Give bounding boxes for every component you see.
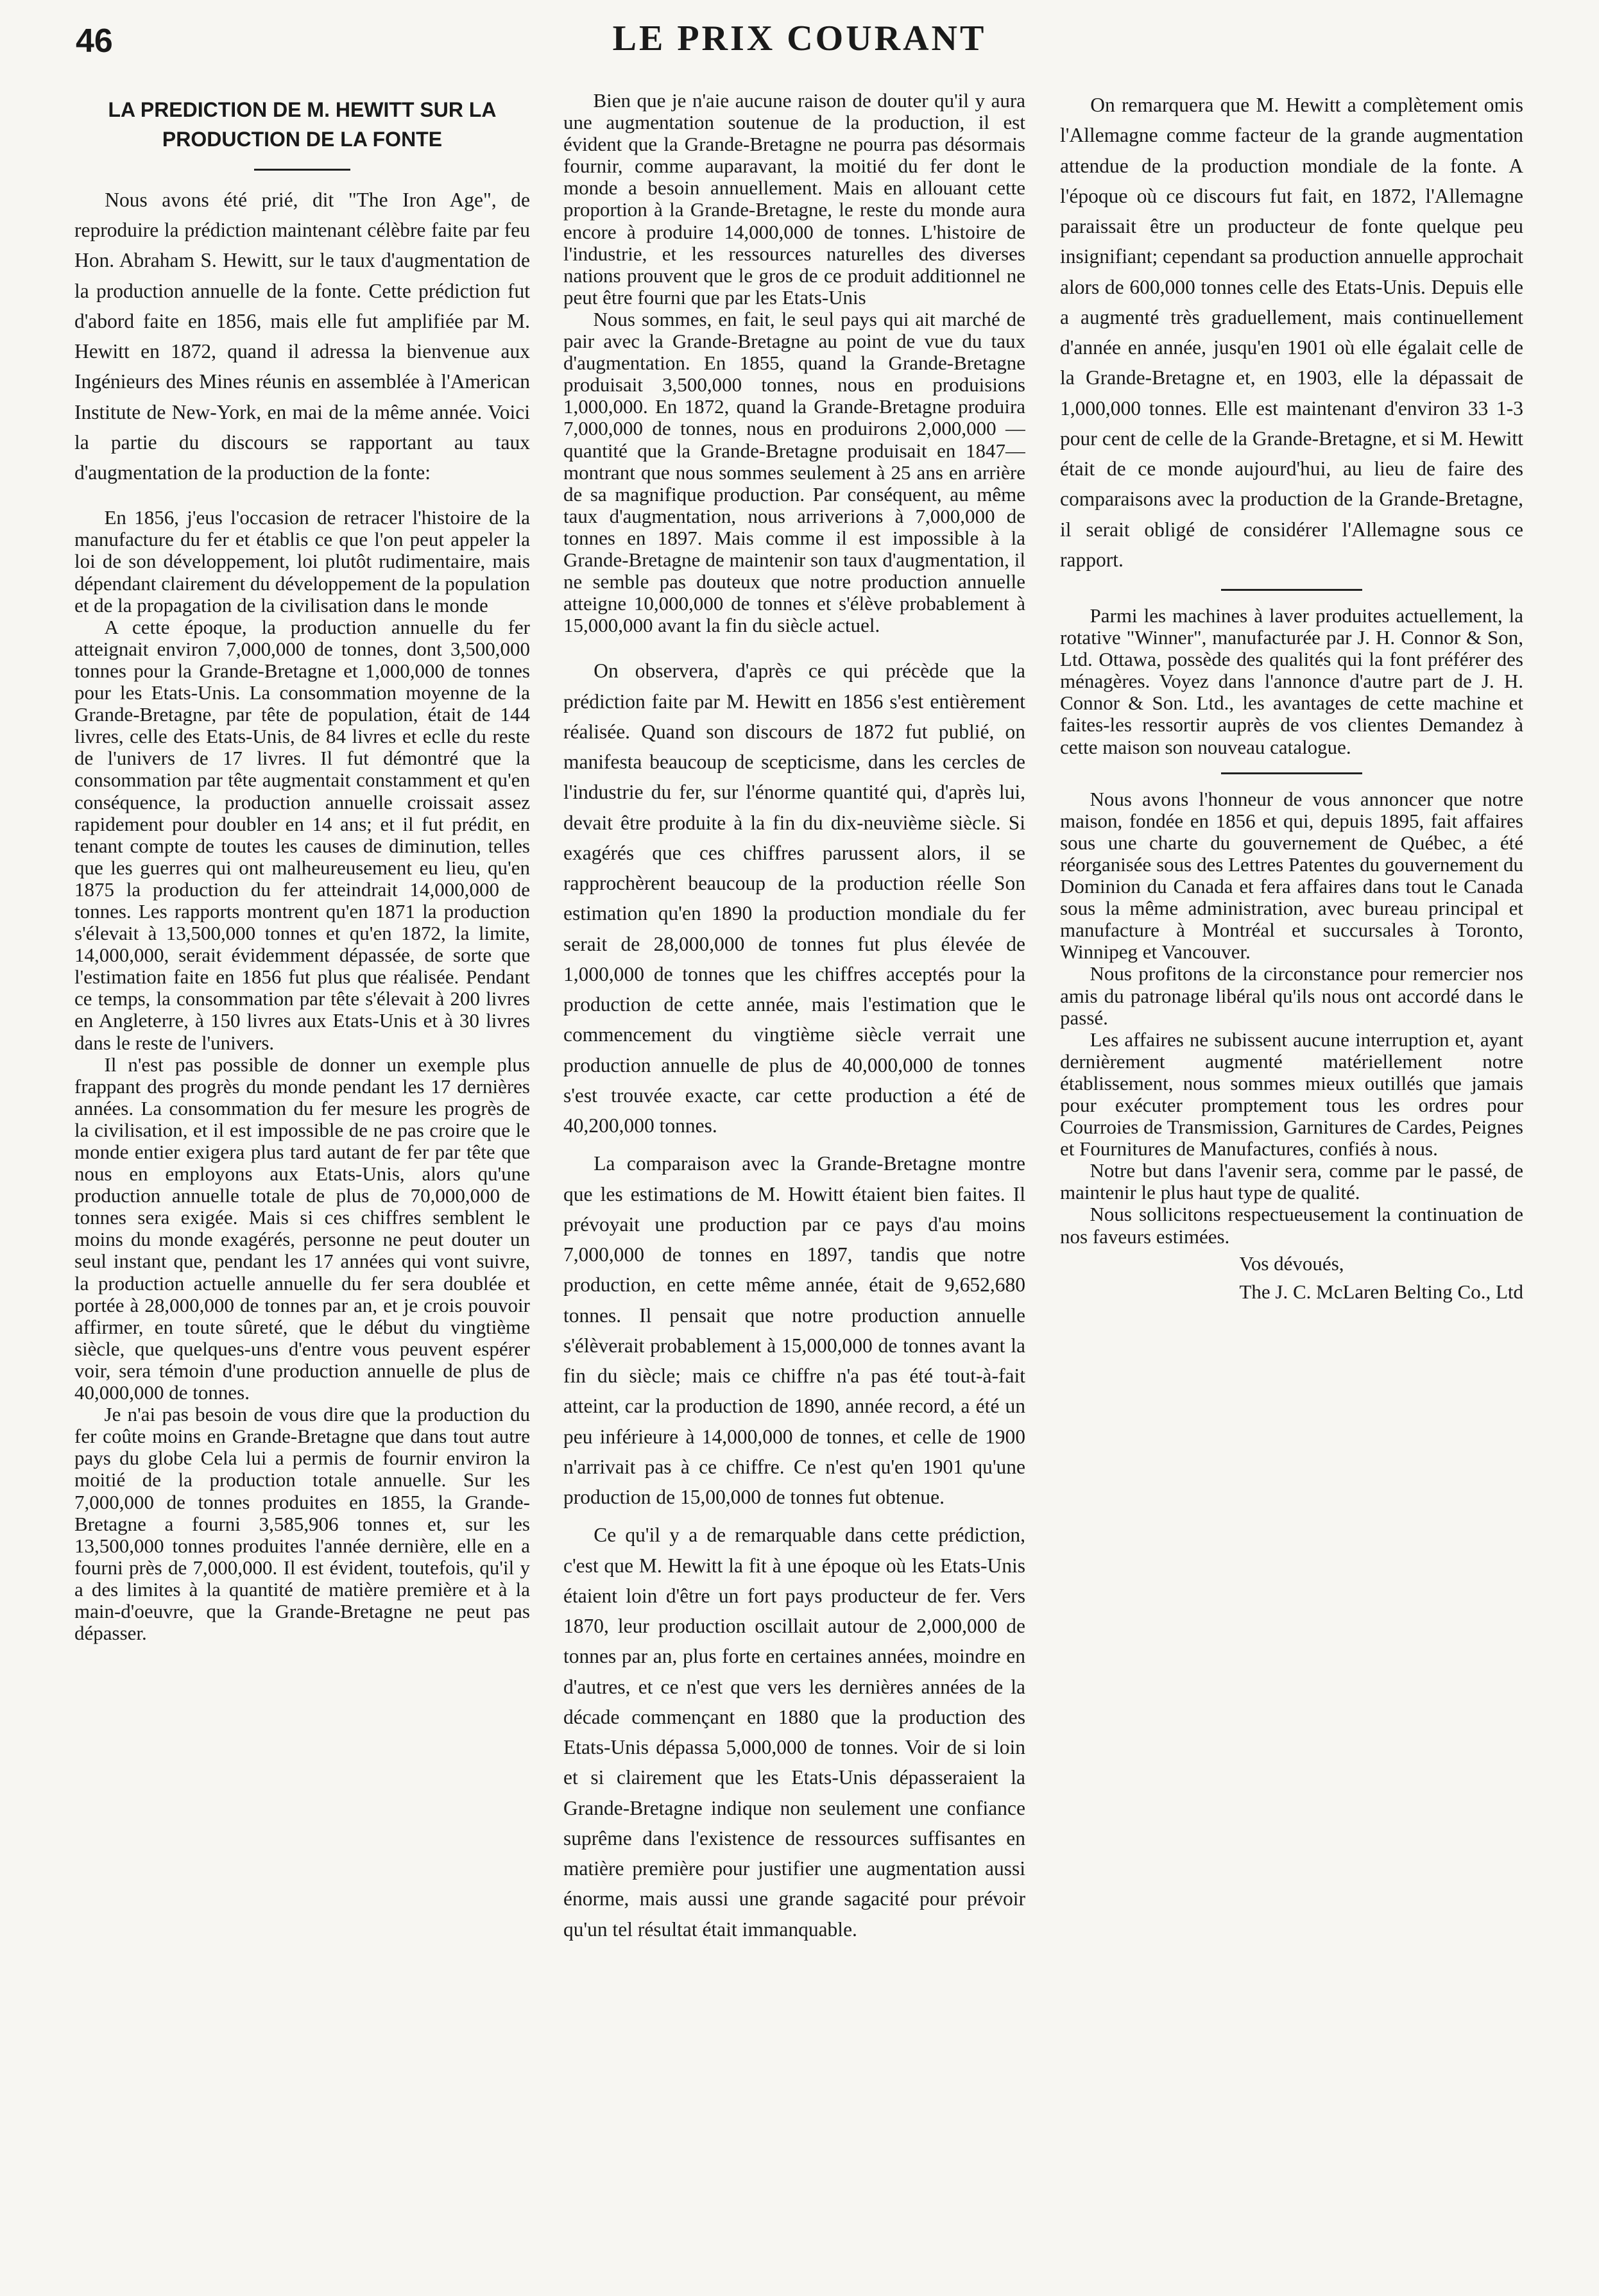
- page-header: [0, 18, 1599, 69]
- company-signature: The J. C. McLaren Belting Co., Ltd: [1239, 1280, 1523, 1303]
- speech-paragraph: En 1856, j'eus l'occasion de retracer l'histoire de la manufacture du fer et établis ce que l'on peut appeler la loi de son développement, loi plutôt rudimentaire, mais dépendant clairement du développement de la population et de la propagation de la civilisation dans le monde: [74, 506, 530, 617]
- spacer: [563, 636, 1025, 656]
- page-number: 46: [76, 22, 113, 60]
- mclaren-paragraph: Nous avons l'honneur de vous annoncer que notre maison, fondée en 1856 et qui, depuis 1895, fait affaires sous une charte du gouvernement de Québec, a été réorganisée sous des Lettres Patentes du gouvernement du Dominion du Canada et fera affaires dans tout le Canada sous la même administration, avec bureau principal et manufacture à Montréal et succursales à Toronto, Winnipeg et Vancouver.: [1060, 787, 1523, 964]
- mclaren-paragraph: Nous sollicitons respectueusement la continuation de nos faveurs estimées.: [1060, 1203, 1523, 1248]
- speech-paragraph: Je n'ai pas besoin de vous dire que la production du fer coûte moins en Grande-Bretagne que dans tout autre pays du globe Cela lui a permis de fournir environ la moitié de la production totale annuelle. Sur les 7,000,000 de tonnes produites en 1855, la Grande-Bretagne a fourni 3,585,906 tonnes et, sur les 13,500,000 tonnes produites l'année dernière, elle en a fourni près de 7,000,000. Il est évident, toutefois, qu'il y a des limites à la quantité de matière première et à la main-d'oeuvre, que la Grande-Bretagne ne peut pas dépasser.: [74, 1403, 530, 1645]
- closing-salutation: Vos dévoués,: [1239, 1252, 1344, 1275]
- article-intro: Nous avons été prié, dit "The Iron Age", de reproduire la prédiction maintenant célèbre faite par feu Hon. Abraham S. Hewitt, sur le taux d'augmentation de la production annuelle de la fonte. Cette prédiction fut d'abord faite en 1856, mais elle fut amplifiée par M. Hewitt en 1872, quand il adressa la bienvenue aux Ingénieurs des Mines réunis en assemblée à l'American Institute de New-York, en mai de la même année. Voici la partie du discours se rapportant au taux d'augmentation de la production de la fonte:: [74, 188, 530, 484]
- journal-title: LE PRIX COURANT: [612, 19, 987, 58]
- article-title: LA PREDICTION DE M. HEWITT SUR LA PRODUCTION DE LA FONTE: [108, 98, 497, 151]
- commentary-paragraph: La comparaison avec la Grande-Bretagne montre que les estimations de M. Howitt étaient bien faites. Il prévoyait une production par ce pays d'au moins 7,000,000 de tonnes en 1897, tandis que notre production, en cette même année, était de 9,652,680 tonnes. Il pensait que notre production annuelle s'élèverait probablement à 15,000,000 de tonnes avant la fin du siècle; mais ce chiffre n'a pas été tout-à-fait atteint, car la production de 1890, année record, a été un peu inférieure à 14,000,000 de tonnes, et celle de 1900 n'arrivait pas à ce chiffre. Ce n'est qu'en 1901 qu'une production de 15,00,000 de tonnes fut obtenue.: [563, 1152, 1025, 1509]
- speech-paragraph: Nous sommes, en fait, le seul pays qui ait marché de pair avec la Grande-Bretagne au point de vue du taux d'augmentation. En 1855, quand la Grande-Bretagne produisait 3,500,000 tonnes, nous en produisions 1,000,000. En 1872, quand la Grande-Bretagne produira 7,000,000 de tonnes, nous en produirons 2,000,000 — quantité que la Grande-Bretagne produisait en 1847—montrant que nous sommes seulement à 25 ans en arrière de sa magnifique production. Par conséquent, au même taux d'augmentation, nous arriverions à 7,000,000 de tonnes en 1897. Mais comme il est impossible à la Grande-Bretagne de maintenir son taux d'augmentation, il ne semble pas douteux que notre production annuelle atteigne 10,000,000 de tonnes et s'élève probablement à 15,000,000 avant la fin du siècle actuel.: [563, 307, 1025, 637]
- section-rule: [1221, 772, 1362, 774]
- column-2: [563, 90, 1025, 2271]
- commentary-paragraph: Ce qu'il y a de remarquable dans cette prédiction, c'est que M. Hewitt la fit à une époque où les Etats-Unis étaient loin d'être un fort pays producteur de fer. Vers 1870, leur production oscillait autour de 2,000,000 de tonnes par an, plus forte en certaines années, moindre en d'autres, et ce n'est que vers les dernières années de la décade commençant en 1880 que la production des Etats-Unis dépassa 5,000,000 de tonnes. Voir de si loin et si clairement que les Etats-Unis dépasseraient la Grande-Bretagne indique non seulement une confiance suprême dans l'existence de ressources suffisantes en matière première pour justifier une augmentation aussi énorme, mais aussi une grande sagacité pour prévoir qu'un tel résultat était immanquable.: [563, 1524, 1025, 1941]
- title-rule: [254, 169, 350, 171]
- section-rule: [1221, 589, 1362, 591]
- mclaren-paragraph: Les affaires ne subissent aucune interruption et, ayant dernièrement augmenté matériellement notre établissement, nous sommes mieux outillés que jamais pour exécuter promptement tous les ordres pour Courroies de Transmission, Garnitures de Cardes, Peignes et Fournitures de Manufactures, confiés à nous.: [1060, 1028, 1523, 1161]
- spacer: [563, 1512, 1025, 1520]
- spacer: [74, 488, 530, 507]
- winner-notice: Parmi les machines à laver produites actuellement, la rotative "Winner", manufacturée par J. H. Connor & Son, Ltd. Ottawa, possède des qualités qui la font préférer des ménagères. Voyez dans l'annonce d'autre part de J. H. Connor & Son. Ltd., les avantages de cette machine et faites-les ressortir auprès de vos clientes Demandez à cette maison son nouveau catalogue.: [1060, 604, 1523, 758]
- column-1: [74, 90, 530, 2271]
- speech-paragraph: Bien que je n'aie aucune raison de douter qu'il y aura une augmentation soutenue de la production, il est évident que la Grande-Bretagne ne pourra pas désormais fournir, comme auparavant, la moitié du fer dont le monde a besoin annuellement. Mais en allouant cette proportion à la Grande-Bretagne, le reste du monde aura encore à produire 14,000,000 de tonnes. L'histoire de l'industrie, et les ressources naturelles des diverses nations prouvent que le gros de ce produit additionnel ne peut être fourni que par les Etats-Unis: [563, 90, 1025, 309]
- mclaren-paragraph: Nous profitons de la circonstance pour remercier nos amis du patronage libéral qu'ils nous ont accordé dans le passé.: [1060, 962, 1523, 1029]
- speech-paragraph: Il n'est pas possible de donner un exemple plus frappant des progrès du monde pendant les 17 dernières années. La consommation du fer mesure les progrès de la civilisation, et il est impossible de ne pas croire que le monde entier exigera plus tard autant de fer par tête que nous en employons aux Etats-Unis, alors qu'une production annuelle totale de plus de 70,000,000 de tonnes sera exigée. Mais si ces chiffres semblent le moins du monde exagérés, personne ne peut douter un seul instant que, pendant les 17 années qui vont suivre, la production actuelle annuelle du fer sera doublée et portée à 28,000,000 de tonnes par an, et je crois pouvoir affirmer, en toute sûreté, que le début du vingtième siècle, que quelques-uns d'entre vous peuvent espérer voir, sera témoin d'une production annuelle de plus de 40,000,000 de tonnes.: [74, 1053, 530, 1404]
- speech-paragraph: A cette époque, la production annuelle du fer atteignait environ 7,000,000 de tonnes, dont 3,500,000 tonnes pour la Grande-Bretagne et 1,000,000 de tonnes pour les Etats-Unis. La consommation moyenne de la Grande-Bretagne, par tête de population, était de 144 livres, celle des Etats-Unis, de 84 livres et eclle du reste de l'univers de 17 livres. Il fut démontré que la consommation par tête augmentait constamment et qu'en conséquence, la production annuelle croissait assez rapidement pour doubler en 14 ans; et il fut prédit, en tenant compte de toutes les causes de diminution, telles que les guerres qui ont malheureusement eu lieu, qu'en 1875 la production du fer atteindrait 14,000,000 de tonnes. Les rapports montrent qu'en 1871 la production s'élevait à 13,500,000 tonnes et qu'en 1872, la limite, 14,000,000, serait évidemment dépassée, de sorte que l'estimation faite en 1856 fut plus que réalisée. Pendant ce temps, la consommation par tête s'élevait à 200 livres en Angleterre, à 150 livres aux Etats-Unis et à 30 livres dans le reste de l'univers.: [74, 615, 530, 1054]
- column-3: [1060, 90, 1523, 2271]
- commentary-paragraph: On observera, d'après ce qui précède que la prédiction faite par M. Hewitt en 1856 s'est entièrement réalisée. Quand son discours de 1872 fut publié, on manifesta beaucoup de scepticisme, dans les cercles de l'industrie du fer, sur l'énorme quantité qui, d'après lui, devait être produite à la fin du dix-neuvième siècle. Si exagérés que ces chiffres parussent alors, il se rapprochèrent beaucoup de la production réelle Son estimation qu'en 1890 la production mondiale du fer serait de 28,000,000 de tonnes fut plus élevée de 1,000,000 de tonnes que les chiffres acceptés pour la production de cette année, mais l'estimation que le commencement du vingtième siècle verrait une production annuelle de plus de 40,000,000 de tonnes s'est trouvée exacte, car cette production a été de 40,200,000 tonnes.: [563, 659, 1025, 1137]
- spacer: [563, 1141, 1025, 1148]
- commentary-paragraph: On remarquera que M. Hewitt a complètement omis l'Allemagne comme facteur de la grande augmentation attendue de la production mondiale de la fonte. A l'époque où ce discours fut fait, en 1872, l'Allemagne paraissait être un producteur de fonte quelque peu insignifiant; cependant sa production annuelle approchait alors de 600,000 tonnes celle des Etats-Unis. Depuis elle a augmenté très graduellement, mais continuellement d'année en année, jusqu'en 1901 où elle égalait celle de la Grande-Bretagne et, en 1903, elle la dépassait de 1,000,000 tonnes. Elle est maintenant d'environ 33 1-3 pour cent de celle de la Grande-Bretagne, et si M. Hewitt était de ce monde aujourd'hui, au lieu de faire des comparaisons avec la production de la Grande-Bretagne, il serait obligé de considérer l'Allemagne sous ce rapport.: [1060, 94, 1523, 571]
- mclaren-paragraph: Notre but dans l'avenir sera, comme par le passé, de maintenir le plus haut type de qualité.: [1060, 1159, 1523, 1204]
